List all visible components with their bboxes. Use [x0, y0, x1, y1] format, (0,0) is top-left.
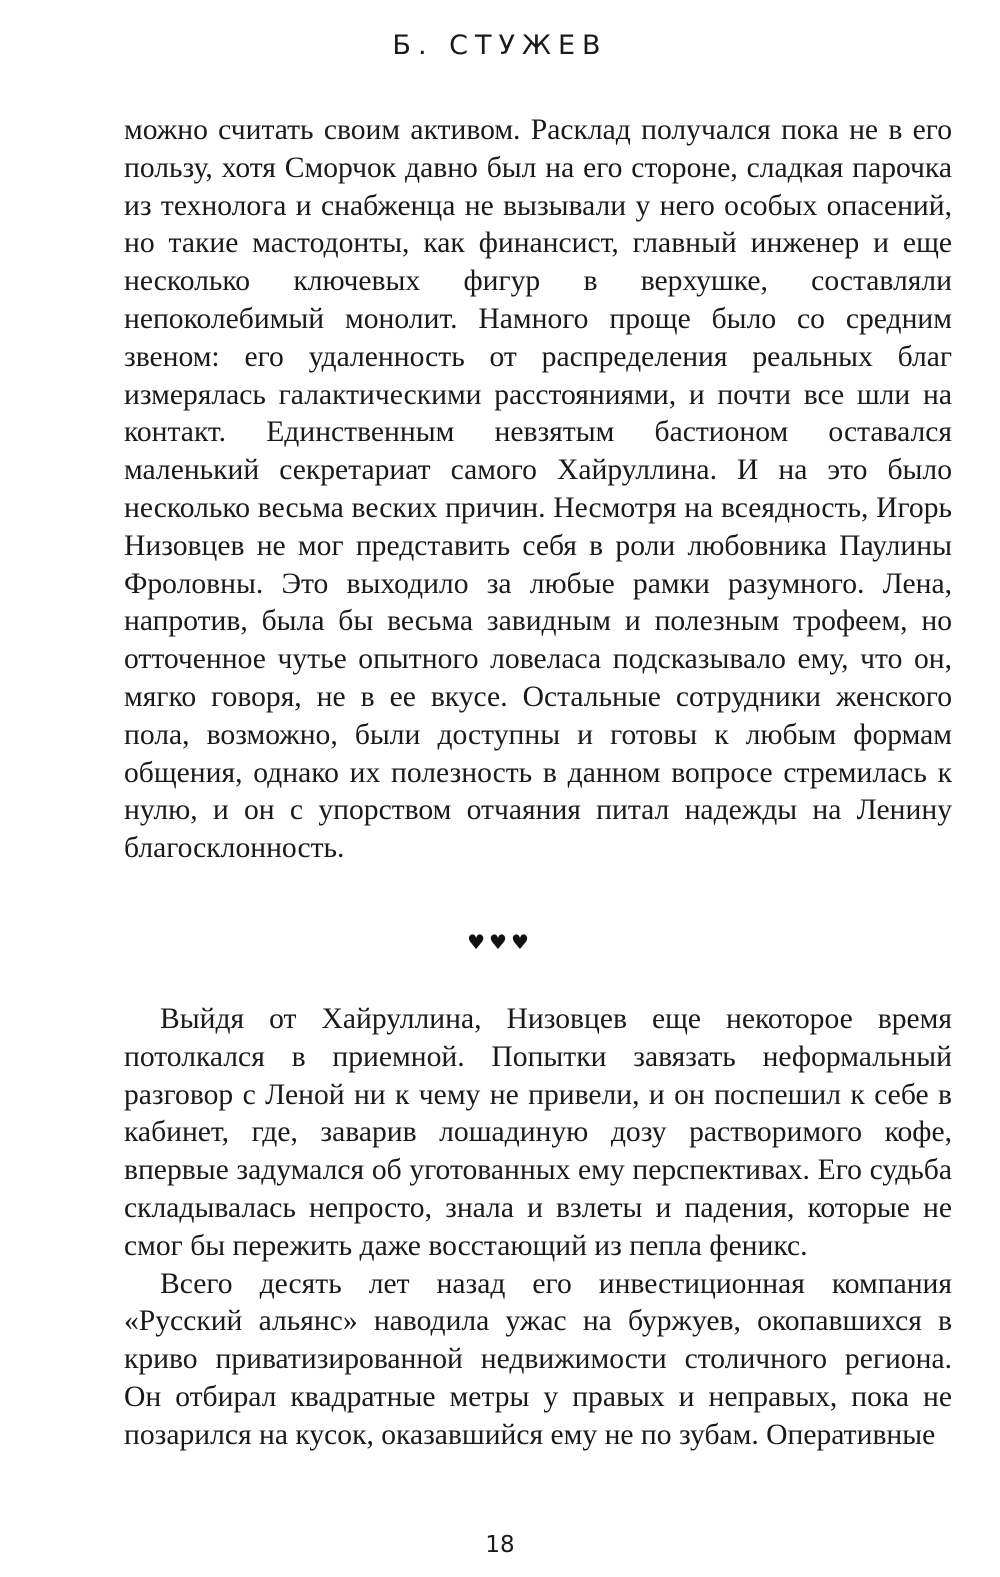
page-number: 18 [485, 1532, 515, 1558]
text-section-2 [124, 1001, 952, 1455]
continued-paragraph: можно считать своим активом. Расклад получался пока не в его пользу, хотя Сморчок давно был на его стороне, сладкая парочка из технолога и снабженца не вызывали у него особых опасений, но такие мастодонты, как финансист, главный инженер и еще несколько ключевых фигур в верхушке, составляли непоколебимый монолит. Намного проще было со средним звеном: его удаленность от распределения реальных благ измерялась галактическими расстояниями, и почти все шли на контакт. Единственным невзятым бастионом оставался маленький секретариат самого Хайруллина. И на это было несколько весьма веских причин. Несмотря на всеядность, Игорь Низовцев не мог представить себя в роли любовника Паулины Фроловны. Это выходило за любые рамки разумного. Лена, напротив, была бы весьма завидным и полезным трофеем, но отточенное чутье опытного ловеласа подсказывало ему, что он, мягко говоря, не в ее вкусе. Остальные сотрудники женского пола, возможно, были доступны и готовы к любым формам общения, однако их полезность в данном вопросе стремилась к нулю, и он с упорством отчаяния питал надежды на Ленину благосклонность. [124, 114, 952, 865]
section-separator: ♥♥♥ [467, 930, 533, 954]
paragraph-3: Всего десять лет назад его инвестиционная компания «Русский альянс» наводила ужас на буржуев, окопавшихся в криво приватизированной недвижимости столичного региона. Он отбирал квадратные метры у правых и неправых, пока не позарился на кусок, оказавшийся ему не по зубам. Оперативные [124, 1267, 952, 1451]
text-section-1 [124, 112, 952, 868]
running-head: Б. СТУЖЕВ [392, 30, 608, 61]
paragraph-2: Выйдя от Хайруллина, Низовцев еще некоторое время потолкался в приемной. Попытки завязать неформальный разговор с Леной ни к чему не привели, и он поспешил к себе в кабинет, где, заварив лошадиную дозу растворимого кофе, впервые задумался об уготованных ему перспективах. Его судьба складывалась непросто, знала и взлеты и падения, которые не смог бы пережить даже восстающий из пепла феникс. [124, 1003, 952, 1262]
